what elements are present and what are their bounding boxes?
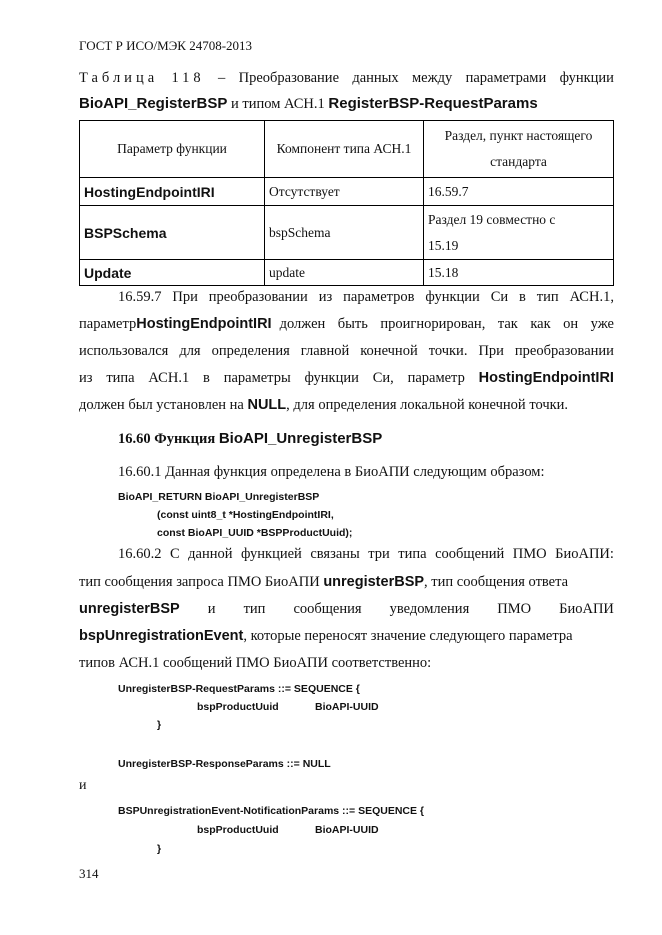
word: При xyxy=(172,289,198,305)
caption-function-name: BioAPI_RegisterBSP xyxy=(79,95,228,112)
word: сообщения xyxy=(293,601,362,617)
word: 118 xyxy=(171,70,205,86)
conversion-table xyxy=(79,120,614,286)
table-caption-line2 xyxy=(79,95,538,113)
word: АСН.1, xyxy=(569,289,614,305)
word: 16.60.2 xyxy=(118,546,162,562)
cell-section-line1: Раздел 19 совместно с xyxy=(428,211,556,227)
text-segment: , тип сообщения ответа xyxy=(424,574,569,590)
header-component: Компонент типа АСН.1 xyxy=(265,121,424,178)
word: для xyxy=(179,343,201,359)
word: Си xyxy=(490,289,509,305)
para-16597-line2 xyxy=(79,316,614,333)
section-heading-1660 xyxy=(118,430,382,448)
word: уже xyxy=(590,316,614,332)
caption-middle: и типом АСН.1 xyxy=(227,96,329,112)
para-16602-line1 xyxy=(118,546,614,563)
caption-type-name: RegisterBSP-RequestParams xyxy=(328,95,538,112)
word: данной xyxy=(188,546,233,562)
text-segment: , которые переносят значение следующего параметра xyxy=(243,628,573,644)
word: параметр xyxy=(79,316,137,332)
para-16602-line4 xyxy=(79,628,614,645)
word: использовался xyxy=(79,343,169,359)
null-keyword: NULL xyxy=(247,397,287,413)
word: Преобразование xyxy=(238,70,340,86)
word: тип xyxy=(536,289,559,305)
word: БиоАПИ xyxy=(559,601,614,617)
para-16602-line2 xyxy=(79,574,614,591)
code-line: UnregisterBSP-ResponseParams ::= NULL xyxy=(118,758,331,770)
word: в xyxy=(519,289,526,305)
header-section: Раздел, пункт настоящего стандарта xyxy=(424,121,614,178)
code-field: bspProductUuid xyxy=(197,701,279,713)
word: типа xyxy=(106,370,135,386)
word: параметров xyxy=(343,289,415,305)
table-row xyxy=(80,206,614,260)
table-row xyxy=(80,260,614,286)
message-name: unregisterBSP xyxy=(323,574,425,590)
cell-section xyxy=(424,206,614,260)
para-16597-line5 xyxy=(79,397,614,414)
word: сообщений xyxy=(435,546,505,562)
word: Си, xyxy=(372,370,394,386)
cell-component: bspSchema xyxy=(265,206,424,260)
code-field: bspProductUuid xyxy=(197,824,279,836)
code-brace: } xyxy=(157,719,162,731)
word: три xyxy=(368,546,390,562)
code-line: UnregisterBSP-RequestParams ::= SEQUENCE { xyxy=(118,683,360,695)
para-16597-line4 xyxy=(79,370,614,387)
document-header: ГОСТ Р ИСО/МЭК 24708-2013 xyxy=(79,38,253,53)
cell-component: update xyxy=(265,260,424,286)
word: из xyxy=(318,289,333,305)
word: ПМО xyxy=(497,601,532,617)
word: связаны xyxy=(310,546,360,562)
code-type: BioAPI-UUID xyxy=(315,824,379,836)
word: уведомления xyxy=(389,601,470,617)
message-name: unregisterBSP xyxy=(79,601,180,617)
word: конечной xyxy=(360,343,418,359)
cell-section: 16.59.7 xyxy=(424,178,614,206)
text-segment: , для определения локальной конечной точки. xyxy=(286,397,569,413)
cell-component: Отсутствует xyxy=(265,178,424,206)
word: проигнорирован, xyxy=(380,316,486,332)
header-param: Параметр функции xyxy=(80,121,265,178)
param-name: HostingEndpointIRI xyxy=(136,316,272,332)
code-line: BioAPI_RETURN BioAPI_UnregisterBSP xyxy=(118,491,320,503)
text-segment: должен был установлен на xyxy=(79,397,248,413)
para-16601: 16.60.1 Данная функция определена в БиоАПИ следующим образом: xyxy=(118,464,545,480)
word: При xyxy=(478,343,504,359)
para-16602-line5: типов АСН.1 сообщений ПМО БиоАПИ соответственно: xyxy=(79,655,432,671)
cell-param: BSPSchema xyxy=(80,206,265,260)
word: он xyxy=(563,316,579,332)
word: точки. xyxy=(428,343,468,359)
param-name: HostingEndpointIRI xyxy=(478,370,614,386)
cell-section: 15.18 xyxy=(424,260,614,286)
word: типа xyxy=(398,546,427,562)
para-16597-line3 xyxy=(79,343,614,360)
word: быть xyxy=(337,316,368,332)
table-caption-line1 xyxy=(79,70,614,87)
event-name: bspUnregistrationEvent xyxy=(79,628,244,644)
para-16597-line2-tail xyxy=(280,316,614,333)
table-row xyxy=(80,178,614,206)
word: параметрами xyxy=(465,70,547,86)
word: из xyxy=(79,370,93,386)
conjunction: и xyxy=(79,778,87,793)
code-line: (const uint8_t *HostingEndpointIRI, xyxy=(157,509,334,521)
word: Таблица xyxy=(79,70,159,86)
cell-param: Update xyxy=(80,260,265,286)
word: между xyxy=(412,70,453,86)
heading-function-name: BioAPI_UnregisterBSP xyxy=(218,430,383,447)
code-line: const BioAPI_UUID *BSPProductUuid); xyxy=(157,527,353,539)
word: определения xyxy=(211,343,290,359)
word: в xyxy=(203,370,210,386)
word: преобразовании xyxy=(514,343,614,359)
cell-section-line2: 15.19 xyxy=(428,237,459,253)
word: должен xyxy=(279,316,326,332)
table-header-row xyxy=(80,121,614,178)
word: 16.59.7 xyxy=(118,289,162,305)
word: параметры xyxy=(223,370,291,386)
text-segment: тип сообщения запроса ПМО БиоАПИ xyxy=(79,574,324,590)
word: функцией xyxy=(241,546,302,562)
cell-param: HostingEndpointIRI xyxy=(80,178,265,206)
word: главной xyxy=(300,343,350,359)
word: С xyxy=(170,546,180,562)
word: функции xyxy=(304,370,359,386)
word: функции xyxy=(559,70,614,86)
word: БиоАПИ: xyxy=(555,546,614,562)
para-16602-line3 xyxy=(79,601,614,618)
heading-prefix: 16.60 Функция xyxy=(118,431,219,447)
code-line: BSPUnregistrationEvent-NotificationParams ::= SEQUENCE { xyxy=(118,805,425,817)
word: так xyxy=(497,316,518,332)
word: как xyxy=(530,316,551,332)
page-number: 314 xyxy=(79,866,99,881)
word: данных xyxy=(352,70,399,86)
word: тип xyxy=(243,601,266,617)
code-brace: } xyxy=(157,843,162,855)
code-type: BioAPI-UUID xyxy=(315,701,379,713)
para-16597-line1 xyxy=(118,289,614,306)
word: ПМО xyxy=(512,546,547,562)
word: – xyxy=(218,70,226,86)
word: АСН.1 xyxy=(148,370,190,386)
word: преобразовании xyxy=(208,289,308,305)
word: и xyxy=(207,601,216,617)
word: функции xyxy=(425,289,480,305)
word: параметр xyxy=(407,370,465,386)
